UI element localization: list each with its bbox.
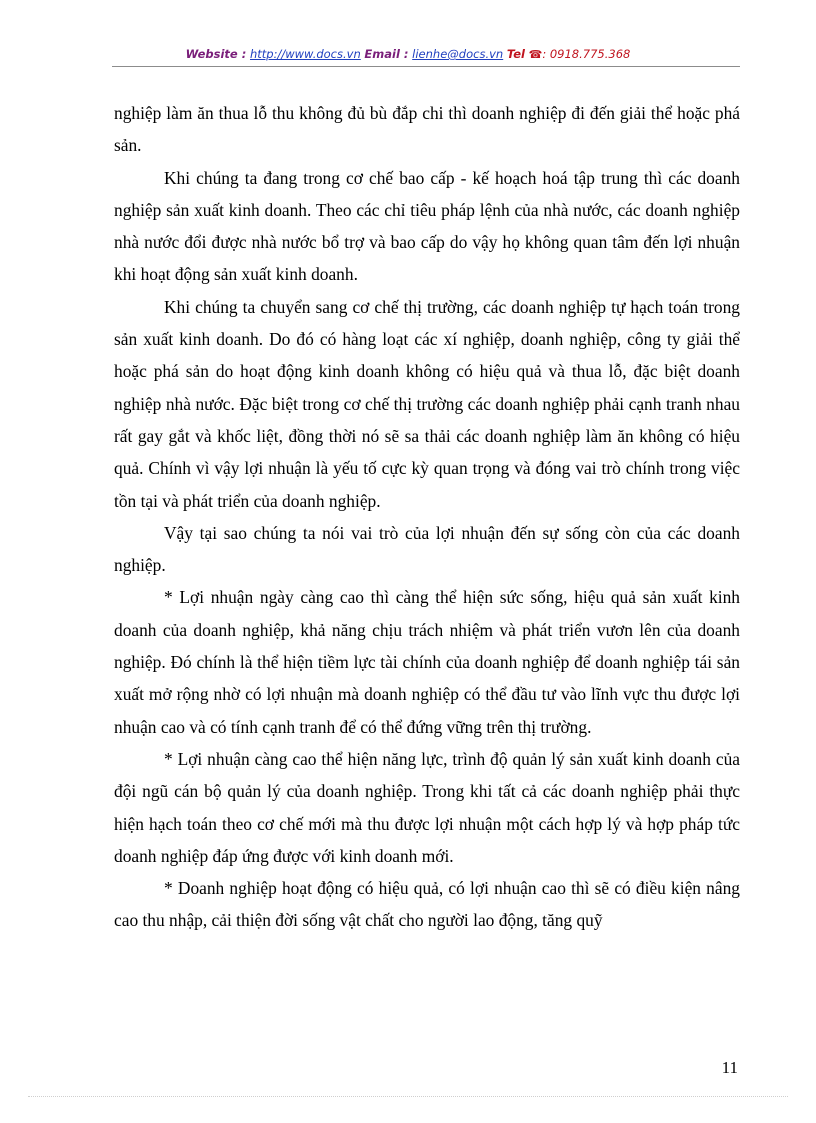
document-body (114, 97, 740, 937)
tel-number: : 0918.775.368 (542, 47, 631, 61)
email-separator: : (399, 47, 409, 61)
paragraph-4: Vậy tại sao chúng ta nói vai trò của lợi nhuận đến sự sống còn của các doanh nghiệp. (114, 522, 740, 576)
paragraph-3: Khi chúng ta chuyển sang cơ chế thị trường, các doanh nghiệp tự hạch toán trong sản xuất kinh doanh. Do đó có hàng loạt các xí nghiệp, doanh nghiệp, công ty giải thể hoặc phá sản do hoạt động kinh doanh không có hiệu quả và thua lỗ, đặc biệt doanh nghiệp nhà nước. Đặc biệt trong cơ chế thị trường các doanh nghiệp phải cạnh tranh nhau rất gay gắt và khốc liệt, đồng thời nó sẽ sa thải các doanh nghiệp làm ăn không có hiệu quả. Chính vì vậy lợi nhuận là yếu tố cực kỳ quan trọng và đóng vai trò chính trong việc tồn tại và phát triển của doanh nghiệp. (114, 296, 740, 511)
paragraph-6: * Lợi nhuận càng cao thể hiện năng lực, trình độ quản lý sản xuất kinh doanh của đội ngũ cán bộ quản lý của doanh nghiệp. Trong khi tất cả các doanh nghiệp phải thực hiện hạch toán theo cơ chế mới mà thu được lợi nhuận một cách hợp lý và hợp pháp tức doanh nghiệp đáp ứng được với kinh doanh mới. (114, 748, 740, 866)
website-link[interactable]: http://www.docs.vn (249, 47, 361, 61)
footer-divider (28, 1096, 788, 1097)
tel-label: Tel (506, 47, 525, 61)
email-link[interactable]: lienhe@docs.vn (412, 47, 504, 61)
website-label: Website : (185, 47, 247, 61)
page-number: 11 (721, 1058, 738, 1077)
paragraph-7: * Doanh nghiệp hoạt động có hiệu quả, có lợi nhuận cao thì sẽ có điều kiện nâng cao thu nhập, cải thiện đời sống vật chất cho người lao động, tăng quỹ (114, 878, 740, 931)
page-header (0, 47, 816, 61)
paragraph-5: * Lợi nhuận ngày càng cao thì càng thể hiện sức sống, hiệu quả sản xuất kinh doanh của doanh nghiệp, khả năng chịu trách nhiệm và phát triển vươn lên của doanh nghiệp. Đó chính là thể hiện tiềm lực tài chính của doanh nghiệp để doanh nghiệp tái sản xuất mở rộng nhờ có lợi nhuận mà doanh nghiệp có thể đầu tư vào lĩnh vực thu được lợi nhuận cao và có tính cạnh tranh để có thể đứng vững trên thị trường. (114, 587, 740, 737)
header-divider (112, 66, 740, 67)
paragraph-1: nghiệp làm ăn thua lỗ thu không đủ bù đắp chi thì doanh nghiệp đi đến giải thể hoặc phá sản. (114, 103, 740, 156)
email-label: Email (364, 47, 400, 61)
paragraph-2: Khi chúng ta đang trong cơ chế bao cấp - kế hoạch hoá tập trung thì các doanh nghiệp sản xuất kinh doanh. Theo các chỉ tiêu pháp lệnh của nhà nước, các doanh nghiệp nhà nước đổi được nhà nước bổ trợ và bao cấp do vậy họ không quan tâm đến lợi nhuận khi hoạt động sản xuất kinh doanh. (114, 167, 740, 285)
phone-icon: ☎ (528, 48, 543, 61)
